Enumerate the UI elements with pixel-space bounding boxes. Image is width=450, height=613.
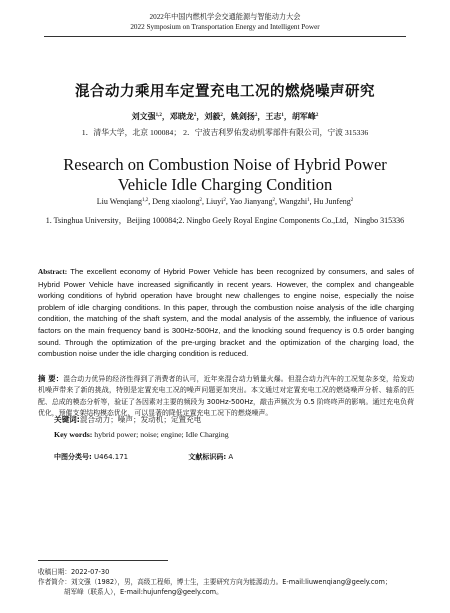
header-divider — [44, 36, 406, 37]
keywords-zh-text: 混合动力；噪声；发动机；定置充电 — [79, 415, 202, 424]
conference-header-zh: 2022年中国内燃机学会交通能源与智能动力大会 — [149, 13, 301, 21]
paper-title-zh: 混合动力乘用车定置充电工况的燃烧噪声研究 — [75, 84, 375, 100]
author-zh-5: 王志 — [265, 112, 282, 121]
abstract-zh — [38, 373, 414, 420]
authors-en: Liu Wenqiang$^{1,2}$, Deng xiaolong$^2$, Liuyi$^2$, Yao Jianyang$^2$, Wangzhi$^1$, Hu Junfeng$^2$ — [96, 197, 354, 206]
author-zh-6: 胡军峰 — [291, 112, 316, 121]
clc-label: 中图分类号: — [54, 453, 92, 461]
abstract-en-label: Abstract: — [38, 268, 68, 276]
author-zh-1: 刘文强 — [131, 112, 156, 121]
conference-header-en: 2022 Symposium on Transportation Energy and Intelligent Power — [130, 23, 320, 31]
keywords-en-text: hybrid power; noise; engine; Idle Charging — [94, 430, 229, 439]
doc-code-label: 文献标识码: — [188, 453, 227, 461]
classification-line — [54, 452, 414, 462]
keywords-zh-label: 关键词: — [54, 415, 80, 424]
paper-title-en: Research on Combustion Noise of Hybrid Power Vehicle Idle Charging Condition — [63, 155, 387, 194]
author-zh-4: 姚剑扬 — [230, 112, 255, 121]
affiliation-zh: 1．清华大学，北京 100084； 2．宁波吉利罗佑发动机零部件有限公司，宁波 315336 — [81, 128, 369, 137]
footnote-divider — [38, 560, 168, 561]
keywords-en — [54, 430, 414, 439]
author-zh-2: 邓晓龙 — [169, 112, 194, 121]
keywords-zh — [54, 414, 414, 425]
authors-zh: 刘文强$^{1,2}$，邓晓龙$^2$，刘毅$^2$，姚剑扬$^2$，王志$^1$，胡军峰$^2$ — [131, 112, 319, 121]
clc-value: U464.171 — [94, 453, 129, 461]
affiliation-en: 1. Tsinghua University，Beijing 100084;2. Ningbo Geely Royal Engine Components Co.,Ltd，Ningbo 315336 — [45, 216, 405, 225]
author-zh-3: 刘毅 — [204, 112, 221, 121]
abstract-en-text: The excellent economy of Hybrid Power Vehicle has been recognized by consumers, and sales of Hybrid Power Vehicle have increased significantly in recent years. However, the complex and changeable working conditions of hybrid operation have brought new challenges to engine noise, especially the noise problem of idle charging conditions. In this paper, through the combustion noise analysis of the idle charging condition, the matching of the shaft system, and the modal analysis of the assembly, the influence of various factors on the main frequency band is 300Hz-500Hz, and the knocking sound frequency is 0.5 order banging sound. Through the optimization of the pre-urging bracket and the optimization of the charging load, the combustion noise under the idle charging condition is reduced. — [38, 267, 414, 359]
footnote-corresponding: 胡军峰（联系人），E-mail:hujunfeng@geely.com。 — [64, 588, 223, 596]
footnote-received: 收稿日期：2022-07-30 — [38, 568, 110, 576]
doc-code-value: A — [228, 453, 234, 461]
footnote-author-info: 作者简介：刘文强（1982），男，高级工程师，博士生，主要研究方向为能源动力。E-mail:liuwenqiang@geely.com； — [38, 578, 392, 586]
keywords-en-label: Key words: — [54, 430, 93, 439]
abstract-zh-text: 混合动力优异的经济性得到了消费者的认可，近年来混合动力销量火爆。但混合动力汽车的工况复杂多变，给发动机噪声带来了新的挑战，特别是定置充电工况的噪声问题更加突出。本文通过对定置充电工况的燃烧噪声分析、轴系的匹配、总成的模态分析等，验证了各因素对主要的频段为 300Hz-500Hz，敲击声频次为 0.5 阶咚咚声的影响。通过充电负荷优化，预催支架结构模态优化，可以显著的降低定置充电工况下的燃烧噪声。 — [38, 375, 415, 418]
abstract-zh-label: 摘 要： — [38, 374, 64, 383]
abstract-en — [38, 266, 414, 360]
